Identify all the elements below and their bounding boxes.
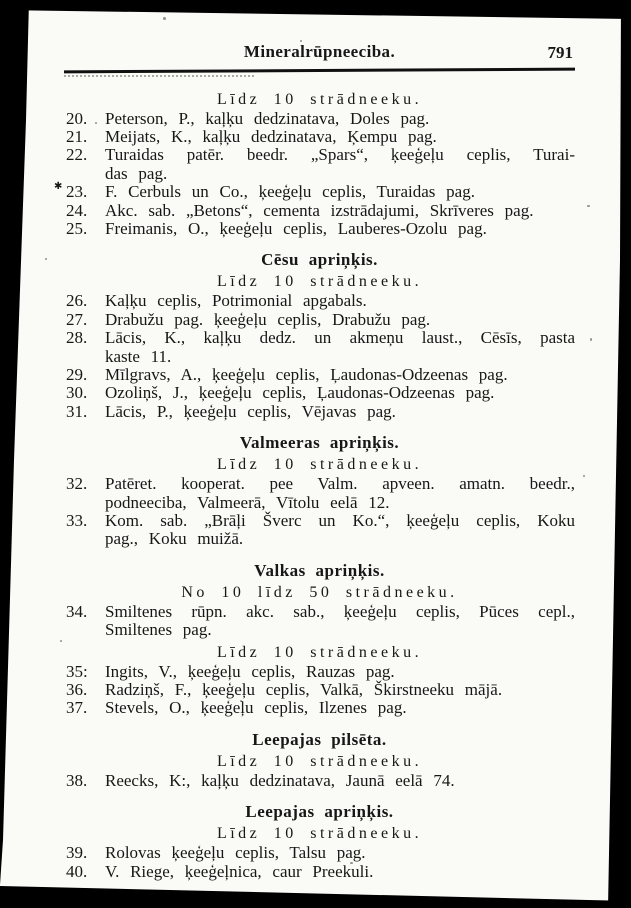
scan-speck [590,338,592,341]
list-entry [64,329,575,366]
size-heading: Līdz 10 strādneeku. [216,90,423,108]
section [64,802,575,881]
section-title: Valkas apriņķis. [254,560,385,580]
entry-line-text: Turaidas patēr. beedr. „Spars“, ķeeģeļu ceplis, Turai- [105,145,575,165]
section [54,90,575,239]
entry-line-text: pag., Koku muižā. [105,529,244,549]
list-entry [64,202,575,220]
entry-lines [105,772,575,790]
size-heading: Līdz 10 strādneeku. [216,825,423,843]
list-entry [54,181,575,202]
entry-lines [105,403,575,421]
entry-line-text: Peterson, P., kaļķu dedzinatava, Doles pag. [105,108,430,128]
list-entry [64,772,575,790]
entry-lines [105,863,575,881]
entry-line-text: Meijats, K., kaļķu dedzinatava, Ķempu pag. [105,126,437,146]
entry-number: 20. [66,108,88,128]
list-entry [64,512,575,549]
sections [54,90,575,882]
entry-line-text: Ozoliņš, J., ķeeģeļu ceplis, Ļaudonas-Odzeenas pag. [105,383,495,403]
list-entry [64,110,575,128]
entry-number: 34. [66,601,88,621]
scan-border-left [0,0,29,885]
entry-line-text: Lācis, K., kaļķu dedz. un akmeņu laust., Cēsīs, pasta [105,328,575,348]
entry-lines [105,183,575,201]
entry-line-text: Smiltenes rūpn. akc. sab., ķeeģeļu ceplis, Pūces cepl., [105,601,575,621]
entry-lines [105,681,575,699]
list-entry [64,146,575,183]
entry-lines [105,329,575,366]
entry-number: 29. [66,364,88,384]
size-heading: Līdz 10 strādneeku. [216,273,423,291]
entry-lines [105,475,575,512]
entry-line-text: Akc. sab. „Betons“, cementa izstrādajumi, Skrīveres pag. [105,200,534,220]
scan-speck [45,258,47,260]
page-number: 791 [547,43,573,62]
list-entry [64,403,575,421]
list-entry [64,292,575,310]
scan-speck [587,205,590,207]
section-title: Leepajas apriņķis. [245,802,394,822]
entry-lines [105,146,575,183]
entry-line-text: Mīlgravs, A., ķeeģeļu ceplis, Ļaudonas-Odzeenas pag. [105,364,508,384]
scan-speck [60,640,62,642]
list-entry [64,844,575,862]
scan-border-right [608,0,631,908]
entry-line-text: Smiltenes pag. [105,620,212,640]
scan-speck [583,475,585,477]
size-heading: Līdz 10 strādneeku. [216,456,423,474]
entry-line-text: Kom. sab. „Brāļi Šverc un Ko.“, ķeeģeļu ceplis, Koku [105,511,575,530]
entry-number: 26. [66,291,88,311]
list-entry [64,603,575,640]
entry-lines [105,663,575,681]
entry-number: 25. [66,218,88,238]
list-entry [64,663,575,681]
entry-number: 30. [66,383,88,403]
entry-number: 38. [66,770,88,790]
section-title: Valmeeras apriņķis. [239,433,400,453]
entry-lines [105,292,575,310]
entry-number: 35: [66,661,88,681]
entry-lines [105,202,575,220]
entry-number: 33. [66,511,88,530]
section [64,250,575,421]
list-entry [64,366,575,384]
scan-border-bottom [0,886,631,908]
list-entry [64,863,575,881]
entry-number: 39. [66,843,88,863]
entry-line-text: das pag. [105,163,168,183]
entry-lines [105,699,575,717]
list-entry [64,384,575,402]
entry-line-text: kaste 11. [105,346,172,366]
entry-number: 32. [66,474,88,494]
entry-line-text: Kaļķu ceplis, Potrimonial apgabals. [105,291,367,311]
entry-lines [105,512,575,549]
section-title: Leepajas pilsēta. [252,729,387,749]
page-content [54,0,575,881]
entry-lines [105,110,575,128]
entry-line-text: podneeciba, Valmeerā, Vītolu eelā 12. [105,492,390,512]
entry-number: 27. [66,309,88,329]
entry-number: 31. [66,401,88,421]
entry-line-text: Patēret. kooperat. pee Valm. apveen. amatn. beedr., [105,474,575,494]
list-entry [64,311,575,329]
entry-line-text: Stevels, O., ķeeģeļu ceplis, Ilzenes pag. [105,698,407,718]
entry-lines [105,311,575,329]
entry-lines [105,603,575,640]
list-entry [64,699,575,717]
entry-number: 36. [66,680,88,700]
entry-line-text: Ingits, V., ķeeģeļu ceplis, Rauzas pag. [105,661,395,681]
header-rule [64,68,575,73]
entry-number: 23. [66,182,88,202]
size-heading: Līdz 10 strādneeku. [216,643,423,661]
entry-line-text: Drabužu pag. ķeeģeļu ceplis, Drabužu pag. [105,309,431,329]
entry-line-text: Reecks, K:, kaļķu dedzinatava, Jaunā eelā 74. [105,770,455,790]
entry-number: 28. [66,328,88,348]
list-entry [64,475,575,512]
entry-number: 40. [66,861,88,881]
section [64,433,575,549]
entry-number: 21. [66,126,88,146]
entry-lines [105,384,575,402]
entry-lines [105,220,575,238]
list-entry [64,128,575,146]
entry-number: 22. [66,145,88,165]
list-entry [64,220,575,238]
entry-line-text: Freimanis, O., ķeeģeļu ceplis, Lauberes-Ozolu pag. [105,218,487,238]
running-title: Mineralrūpneeciba. [243,42,396,61]
size-heading: No 10 līdz 50 strādneeku. [181,583,458,601]
entry-line-text: Rolovas ķeeģeļu ceplis, Talsu pag. [105,843,366,863]
list-entry [64,681,575,699]
header-rule-artifact [64,75,254,77]
entry-line-text: F. Cerbuls un Co., ķeeģeļu ceplis, Turaidas pag. [105,182,475,202]
entry-line-text: Radziņš, F., ķeeģeļu ceplis, Valkā, Škirstneeku mājā. [105,680,503,700]
entry-number: 37. [66,698,88,718]
section [64,561,575,718]
section-title: Cēsu apriņķis. [261,250,378,270]
entry-lines [105,128,575,146]
section [64,730,575,790]
entry-lines [105,844,575,862]
entry-line-text: Lācis, P., ķeeģeļu ceplis, Vējavas pag. [105,401,396,421]
entry-number: 24. [66,200,88,220]
entry-line-text: V. Riege, ķeeģeļnica, caur Preekuli. [105,861,374,881]
page-header [64,42,575,62]
entry-marker: ✱ [54,181,63,193]
size-heading: Līdz 10 strādneeku. [216,752,423,770]
entry-lines [105,366,575,384]
